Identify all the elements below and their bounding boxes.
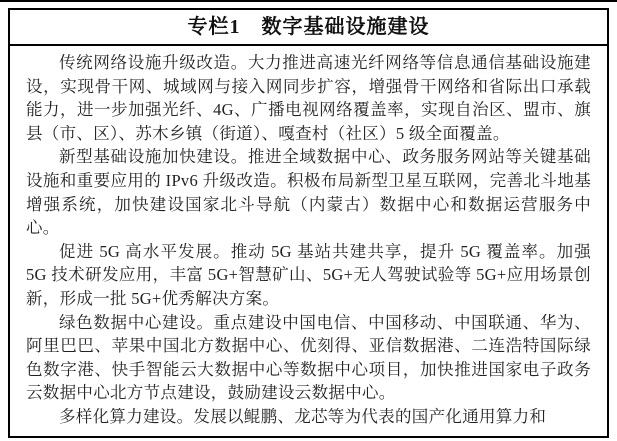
paragraph-green-datacenter: 绿色数据中心建设。重点建设中国电信、中国移动、中国联通、华为、阿里巴巴、苹果中国北方数据中心、优刻得、亚信数据港、二连浩特国际绿色数字港、快手智能云大数据中心等数据中心项目，加快推进国家电子政务云数据中心北方节点建设，鼓励建设云数据中心。 [26, 312, 591, 403]
paragraph-5g-development: 促进 5G 高水平发展。推动 5G 基站共建共享，提升 5G 覆盖率。加强 5G 技术研发应用，丰富 5G+智慧矿山、5G+无人驾驶试验等 5G+应用场景创新，形成一批 5G+优秀解决方案。 [26, 241, 591, 308]
paragraph-traditional-network: 传统网络设施升级改造。大力推进高速光纤网络等信息通信基础设施建设，实现骨干网、城域网与接入网同步扩容，增强骨干网络和省际出口承载能力，进一步加强光纤、4G、广播电视网络覆盖率，实现自治区、盟市、旗县（市、区）、苏木乡镇（街道）、嘎查村（社区）5 级全面覆盖。 [26, 53, 591, 143]
paragraph-diverse-computing: 多样化算力建设。发展以鲲鹏、龙芯等为代表的国产化通用算力和 [59, 406, 547, 426]
panel-body [10, 46, 607, 429]
paragraph-new-infrastructure: 新型基础设施加快建设。推进全域数据中心、政务服务网站等关键基础设施和重要应用的 IPv6 升级改造。积极布局新型卫星互联网，完善北斗地基增强系统，加快建设国家北斗导航（内蒙古）数据中心和数据运营服务中心。 [26, 147, 591, 238]
top-horizontal-rule [0, 0, 617, 2]
column-panel [8, 8, 609, 438]
panel-title: 专栏1 数字基础设施建设 [10, 10, 607, 46]
